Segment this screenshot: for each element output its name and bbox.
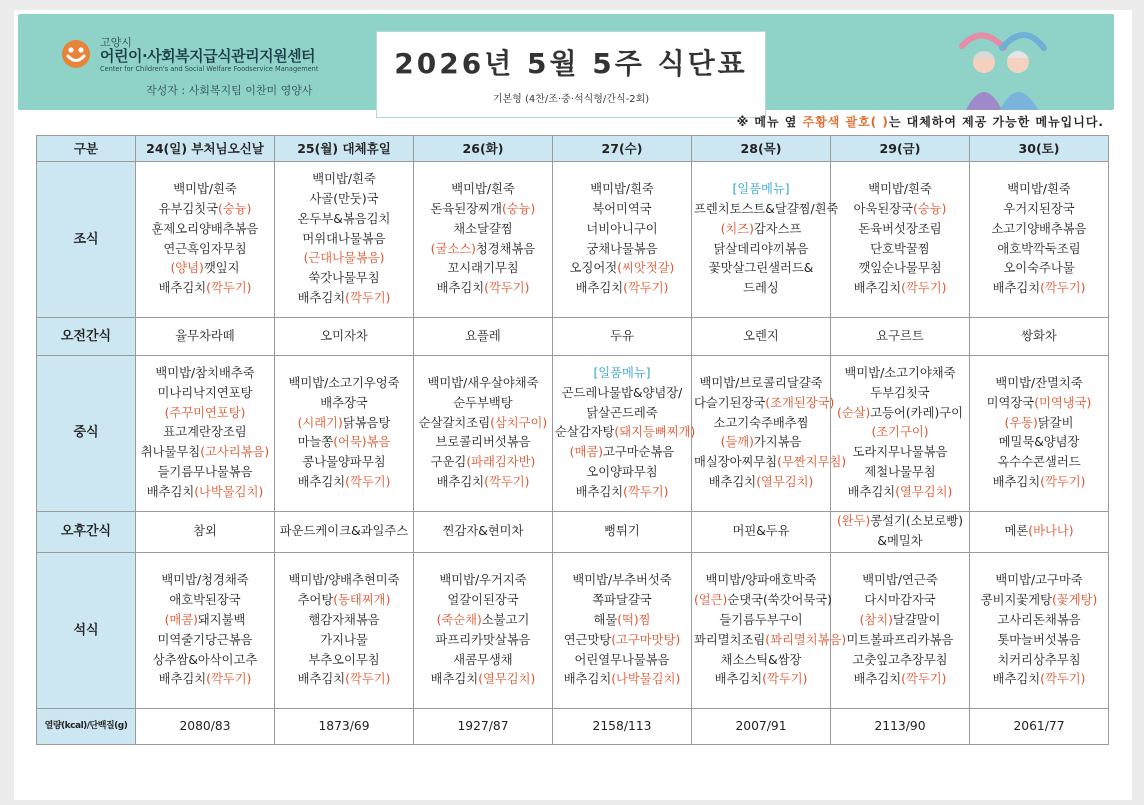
- menu-item: (들깨)가지볶음: [720, 435, 802, 450]
- substitute-label: (죽순채): [436, 612, 482, 627]
- org-name: 어린이·사회복지급식관리지원센터: [100, 47, 316, 65]
- menu-item: (얼큰)순댓국(쑥갓어묵국): [694, 593, 832, 608]
- notice-highlight: 주황색 괄호( ): [802, 115, 889, 129]
- header-band: [18, 14, 1114, 110]
- menu-item: 우거지된장국: [1003, 201, 1075, 216]
- menu-item: 프렌치토스트&달걀찜/흰죽: [694, 201, 839, 216]
- substitute-label: (깍두기): [1040, 474, 1086, 489]
- menu-item: 배추김치(깍두기): [992, 474, 1086, 489]
- menu-item: 배추김치(깍두기): [158, 281, 252, 296]
- menu-item: 드레싱: [743, 281, 779, 296]
- menu-item: 애호박깍둑조림: [997, 241, 1081, 256]
- row-label-pm-snack: 오후간식: [37, 511, 136, 552]
- snack-cell: [414, 511, 553, 552]
- menu-item: 돈육된장찌개(숭늉): [430, 201, 536, 216]
- elderly-couple-illustration-icon: [952, 26, 1052, 110]
- menu-item: 배추김치(깍두기): [992, 281, 1086, 296]
- menu-item: 오이숙주나물: [1003, 261, 1075, 276]
- substitute-label: (깍두기): [345, 474, 391, 489]
- menu-item: 어린열무나물볶음: [574, 652, 670, 667]
- menu-item: 백미밥/브로콜리달걀죽: [699, 375, 823, 390]
- kcal-cell: 2061/77: [970, 709, 1109, 745]
- menu-item: 추어탕(동태찌개): [297, 593, 391, 608]
- menu-item: 마늘쫑(어묵)볶음: [297, 435, 391, 450]
- menu-item: 백미밥/흰죽: [1007, 182, 1071, 197]
- substitute-label: (굴소스): [430, 241, 476, 256]
- substitute-label: (떡)찜: [617, 612, 651, 627]
- meal-cell: [692, 553, 847, 709]
- substitute-label: (깍두기): [345, 672, 391, 687]
- menu-item: 순살갈치조림(삼치구이): [418, 415, 548, 430]
- menu-item: 콩비지꽃게탕(꽃게탕): [980, 593, 1098, 608]
- substitute-label: (숭늉): [913, 201, 947, 216]
- title-box: [376, 31, 766, 118]
- snack-cell: [970, 511, 1109, 552]
- snack-cell: [831, 511, 970, 552]
- menu-item: 배추김치(깍두기): [297, 474, 391, 489]
- menu-item: (죽순채)소불고기: [436, 612, 530, 627]
- substitute-label: (무짠지무침): [777, 455, 847, 470]
- menu-item: 배추김치(깍두기): [714, 672, 808, 687]
- notice-prefix: ※ 메뉴 옆: [736, 115, 803, 129]
- menu-item: &메밀차: [877, 534, 923, 549]
- menu-item: 백미밥/흰죽: [173, 182, 237, 197]
- menu-item: [277, 249, 411, 269]
- table-row-am-snack: [37, 318, 1109, 356]
- menu-item: 북어미역국: [592, 201, 652, 216]
- substitute-label: (깍두기): [345, 291, 391, 306]
- meal-cell: [136, 553, 275, 709]
- snack-cell: 오렌지: [692, 318, 831, 356]
- menu-item: 연근맛탕(고구마맛탕): [563, 632, 681, 647]
- menu-item: 파운드케이크&과일주스: [279, 524, 409, 539]
- menu-item: 순두부백탕: [453, 395, 513, 410]
- menu-item: 배추김치(깍두기): [853, 672, 947, 687]
- menu-item: 옥수수콘샐러드: [997, 455, 1081, 470]
- meal-cell: [970, 553, 1109, 709]
- menu-item: 아욱된장국(숭늉): [853, 201, 947, 216]
- substitute-label: (꽈리멸치볶음): [765, 632, 847, 647]
- substitute-label: (깍두기): [901, 281, 947, 296]
- substitute-label: (파래김자반): [466, 455, 536, 470]
- menu-item: 닭살데리야끼볶음: [713, 241, 809, 256]
- snack-cell: [553, 511, 692, 552]
- menu-item: 배추김치(열무김치): [430, 672, 536, 687]
- substitute-label: (순살): [836, 405, 871, 420]
- menu-item: 배추김치(열무김치): [847, 484, 953, 499]
- meal-cell: [692, 355, 847, 511]
- menu-item: 가지나물: [320, 632, 368, 647]
- menu-item: 오이양파무침: [586, 465, 658, 479]
- menu-item: 미역장국(미역냉국): [986, 395, 1092, 410]
- snack-cell: [275, 511, 414, 552]
- menu-item: [833, 423, 967, 443]
- menu-item: 다시마감자국: [864, 593, 936, 608]
- substitute-label: (미역냉국): [1034, 395, 1092, 410]
- menu-item: 배추김치(깍두기): [158, 672, 252, 687]
- substitute-label: (동태찌개): [333, 593, 391, 608]
- row-label-am-snack: 오전간식: [37, 318, 136, 356]
- substitute-label: (참치): [859, 612, 893, 627]
- substitute-label: (나박물김치): [611, 672, 681, 687]
- substitute-label: (열무김치): [756, 474, 814, 489]
- special-menu-label: [일품메뉴]: [593, 366, 651, 381]
- menu-item: 브로콜리버섯볶음: [435, 435, 531, 450]
- menu-item: 온두부&볶음김치: [297, 211, 391, 226]
- snack-cell: 율무차라떼: [136, 318, 275, 356]
- menu-item: 배추김치(깍두기): [853, 281, 947, 296]
- menu-item: 참외: [193, 524, 217, 539]
- meal-cell: [275, 553, 414, 709]
- menu-item: (참치)달걀말이: [859, 612, 941, 627]
- menu-item: 닭살곤드레죽: [586, 405, 658, 420]
- snack-cell: 두유: [553, 318, 692, 356]
- menu-item: 꽈리멸치조림(꽈리멸치볶음): [694, 632, 847, 647]
- kcal-cell: 2080/83: [136, 709, 275, 745]
- menu-item: 구운김(파래김자반): [430, 455, 536, 470]
- menu-item: 오징어젓(씨앗젓갈): [569, 261, 675, 276]
- menu-item: 도라지무나물볶음: [852, 445, 948, 460]
- substitute-label: (완두): [836, 514, 871, 529]
- author-line: 작성자 : 사회복지팀 이찬미 영양사: [146, 84, 313, 97]
- snack-cell: 쌍화차: [970, 318, 1109, 356]
- table-row-breakfast: [37, 162, 1109, 318]
- meal-cell: [136, 162, 275, 318]
- menu-item: (매콤)고구마순볶음: [569, 445, 675, 460]
- menu-item: 단호박꿀찜: [870, 241, 930, 256]
- menu-item: 백미밥/잔멸치죽: [995, 375, 1083, 390]
- snack-cell: [692, 511, 831, 552]
- menu-item: 백미밥/부추버섯죽: [572, 573, 672, 588]
- menu-item: 소고기양배추볶음: [991, 221, 1087, 236]
- meal-cell: [553, 553, 692, 709]
- menu-item: 연근흑임자무침: [163, 241, 247, 256]
- column-header-day: 24(일) 부처님오신날: [136, 136, 275, 162]
- substitute-label: (들깨): [720, 435, 754, 450]
- menu-item: 배추김치(깍두기): [436, 281, 530, 296]
- row-label-kcal: 열량(kcal)/단백질(g): [37, 709, 136, 745]
- menu-item: 곤드레나물밥&양념장/: [561, 385, 683, 400]
- menu-table: [36, 135, 1109, 745]
- substitute-label: (깍두기): [206, 672, 252, 687]
- meal-cell: [831, 553, 970, 709]
- menu-item: 톳마늘버섯볶음: [997, 632, 1081, 647]
- snack-cell: 오미자차: [275, 318, 414, 356]
- menu-item: 백미밥/흰죽: [590, 182, 654, 197]
- menu-item: 상추쌈&아삭이고추: [152, 652, 258, 667]
- substitute-label: (돼지등뼈찌개): [614, 425, 696, 440]
- table-row-kcal: [37, 709, 1109, 745]
- menu-item: 순살감자탕(돼지등뼈찌개): [555, 425, 696, 440]
- meal-cell: [136, 355, 275, 511]
- menu-item: 들기름두부구이: [719, 612, 803, 627]
- menu-item: 애호박된장국: [169, 593, 241, 608]
- menu-item: 백미밥/연근죽: [862, 573, 938, 588]
- menu-item: 두부김칫국: [870, 385, 930, 400]
- meal-cell: [275, 355, 414, 511]
- row-label-dinner: 석식: [37, 553, 136, 709]
- substitution-notice: [737, 113, 1104, 130]
- substitute-label: (열무김치): [478, 672, 536, 687]
- row-label-lunch: 중식: [37, 355, 136, 511]
- menu-item: 백미밥/흰죽: [868, 182, 932, 197]
- substitute-label: (매콤): [569, 445, 604, 460]
- menu-item: [555, 364, 689, 384]
- menu-item: 다슬기된장국(조개된장국): [694, 395, 835, 410]
- menu-item: 배추김치(나박물김치): [146, 484, 264, 499]
- menu-item: 배추김치(깍두기): [575, 281, 669, 296]
- kcal-cell: 2113/90: [831, 709, 970, 745]
- menu-item: 해물(떡)찜: [593, 612, 651, 627]
- page-title: 2026년 5월 5주 식단표: [394, 47, 748, 80]
- menu-item: 쑥갓나물무침: [308, 271, 380, 286]
- menu-item: 고춧잎고추장무침: [852, 652, 948, 667]
- menu-item: 사골(만둣)국: [309, 192, 379, 207]
- menu-item: 백미밥/소고기우엉죽: [288, 375, 400, 390]
- menu-item: (양념)깻잎지: [170, 261, 240, 276]
- substitute-label: (숭늉): [218, 201, 252, 216]
- menu-item: 유부김칫국(숭늉): [158, 201, 252, 216]
- menu-item: 제철나물무침: [864, 465, 936, 479]
- substitute-label: (시래기): [297, 415, 343, 430]
- menu-item: 소고기숙주배추찜: [713, 415, 809, 430]
- snack-cell: 요플레: [414, 318, 553, 356]
- substitute-label: (깍두기): [484, 281, 530, 296]
- menu-item: 돈육버섯장조림: [858, 221, 942, 236]
- menu-item: 배추김치(깍두기): [575, 484, 669, 499]
- menu-item: 머위대나물볶음: [302, 231, 386, 246]
- substitute-label: (깍두기): [901, 672, 947, 687]
- substitute-label: (주꾸미연포탕): [164, 405, 246, 420]
- substitute-label: (우동): [1004, 415, 1038, 430]
- substitute-label: (조기구이): [871, 425, 929, 440]
- snack-cell: [136, 511, 275, 552]
- kcal-cell: 2158/113: [553, 709, 692, 745]
- org-city: 고양시: [100, 36, 132, 49]
- menu-item: 훈제오리양배추볶음: [151, 221, 259, 236]
- menu-item: 배추김치(깍두기): [992, 672, 1086, 687]
- substitute-label: (삼치구이): [490, 415, 548, 430]
- meal-cell: [275, 162, 414, 318]
- substitute-label: (깍두기): [1040, 672, 1086, 687]
- menu-item: 메밀묵&양념장: [998, 435, 1080, 450]
- menu-item: 치커리상추무침: [997, 652, 1081, 667]
- menu-item: 깻잎순나물무침: [858, 261, 942, 276]
- menu-item: 채소스틱&쌈장: [720, 652, 802, 667]
- menu-item: 메론(바나나): [1004, 524, 1074, 539]
- menu-item: 취나물무침(고사리볶음): [140, 445, 270, 460]
- substitute-label: (숭늉): [501, 201, 536, 216]
- substitute-label: (매콤): [164, 612, 198, 627]
- menu-item: 들기름무나물볶음: [157, 465, 253, 479]
- menu-item: 백미밥/새우살야채죽: [427, 375, 539, 390]
- substitute-label: (고구마맛탕): [611, 632, 681, 647]
- menu-item: 얼갈이된장국: [447, 593, 519, 608]
- menu-item: 고사리돈채볶음: [997, 612, 1081, 627]
- menu-item: 백미밥/흰죽: [451, 182, 515, 197]
- menu-item: (완두)콩설기(소보로빵): [836, 514, 964, 529]
- menu-item: 미나리낙지연포탕: [157, 385, 253, 400]
- substitute-label: (치즈): [720, 221, 754, 236]
- org-logo-icon: [60, 38, 92, 70]
- menu-item: 머핀&두유: [732, 524, 790, 539]
- menu-item: 백미밥/참치배추죽: [155, 366, 255, 381]
- menu-item: 배추장국: [320, 395, 368, 410]
- menu-item: (우동)닭갈비: [1004, 415, 1074, 430]
- menu-item: 궁채나물볶음: [586, 241, 658, 256]
- menu-item: 배추김치(깍두기): [436, 474, 530, 489]
- substitute-label: (깍두기): [206, 281, 252, 296]
- menu-item: 채소달걀찜: [453, 221, 513, 236]
- substitute-label: (고사리볶음): [200, 445, 270, 460]
- page-subtitle: 기본형 (4찬/조·중·석식형/간식-2회): [492, 94, 650, 105]
- menu-item: 꽃맛살그린샐러드&: [708, 261, 814, 276]
- substitute-label: (씨앗젓갈): [617, 261, 675, 276]
- substitute-label: (조개된장국): [765, 395, 835, 410]
- meal-cell: [414, 162, 553, 318]
- menu-item: [138, 404, 272, 424]
- column-header-day: 26(화): [414, 136, 553, 162]
- kcal-cell: 1927/87: [414, 709, 553, 745]
- menu-item: (치즈)감자스프: [720, 221, 802, 236]
- substitute-label: (깍두기): [1040, 281, 1086, 296]
- meal-cell: [414, 553, 553, 709]
- substitute-label: (깍두기): [762, 672, 808, 687]
- menu-item: (순살)고등어(카레)구이: [836, 405, 964, 420]
- menu-item: 파프리카맛살볶음: [435, 632, 531, 647]
- org-english-name: Center for Children's and Social Welfare Foodservice Management: [100, 65, 319, 73]
- kcal-cell: 1873/69: [275, 709, 414, 745]
- meal-cell: [970, 355, 1109, 511]
- menu-item: 백미밥/우거지죽: [439, 573, 527, 588]
- substitute-label: (양념): [170, 261, 204, 276]
- menu-item: 백미밥/양배추현미죽: [288, 573, 400, 588]
- menu-item: 콩나물양파무침: [302, 455, 386, 470]
- substitute-label: (어묵)볶음: [333, 435, 391, 450]
- snack-cell: 요구르트: [831, 318, 970, 356]
- menu-item: 배추김치(깍두기): [297, 291, 391, 306]
- table-row-pm-snack: [37, 511, 1109, 552]
- table-row-dinner: [37, 553, 1109, 709]
- org-block: [60, 34, 360, 97]
- menu-item: 미역줄기당근볶음: [157, 632, 253, 647]
- menu-item: 새콤무생채: [453, 652, 513, 667]
- menu-item: 백미밥/청경채죽: [161, 573, 249, 588]
- menu-item: 부추오이무침: [308, 652, 380, 667]
- column-header-day: 27(수): [553, 136, 692, 162]
- menu-item: 배추김치(열무김치): [708, 474, 814, 489]
- menu-item: 백미밥/양파애호박죽: [705, 573, 817, 588]
- menu-item: 쪽파달걀국: [592, 593, 652, 608]
- menu-item: 배추김치(나박물김치): [563, 672, 681, 687]
- notice-suffix: 는 대체하여 제공 가능한 메뉴입니다.: [888, 115, 1104, 129]
- special-menu-label: [일품메뉴]: [732, 182, 790, 197]
- column-header-day: 28(목): [692, 136, 831, 162]
- substitute-label: (바나나): [1028, 524, 1074, 539]
- row-label-breakfast: 조식: [37, 162, 136, 318]
- meal-cell: [414, 355, 553, 511]
- menu-item: 백미밥/소고기야채죽: [844, 366, 956, 381]
- menu-item: 배추김치(깍두기): [297, 672, 391, 687]
- column-header-day: 30(토): [970, 136, 1109, 162]
- menu-item: (매콤)돼지불백: [164, 612, 246, 627]
- menu-item: [694, 180, 828, 200]
- table-row-lunch: [37, 355, 1109, 511]
- meal-cell: [831, 355, 970, 511]
- menu-item: 뻥튀기: [604, 524, 640, 539]
- column-header-day: 29(금): [831, 136, 970, 162]
- table-header-row: [37, 136, 1109, 162]
- menu-item: 매실장아찌무침(무짠지무침): [694, 455, 847, 470]
- substitute-label: (얼큰): [694, 593, 728, 608]
- meal-cell: [553, 162, 692, 318]
- kcal-cell: 2007/91: [692, 709, 831, 745]
- menu-item: 찐감자&현미차: [442, 524, 524, 539]
- substitute-label: (깍두기): [623, 484, 669, 499]
- menu-item: 햄감자채볶음: [308, 612, 380, 627]
- substitute-label: (깍두기): [484, 474, 530, 489]
- menu-item: 백미밥/고구마죽: [995, 573, 1083, 588]
- meal-cell: [692, 162, 839, 318]
- menu-item: (굴소스)청경채볶음: [430, 241, 536, 256]
- menu-item: 표고계란장조림: [163, 425, 247, 440]
- menu-item: 백미밥/흰죽: [312, 172, 376, 187]
- menu-item: 미트볼파프리카볶음: [846, 632, 954, 647]
- substitute-label: (깍두기): [623, 281, 669, 296]
- column-header-day: 25(월) 대체휴일: [275, 136, 414, 162]
- menu-item: (시래기)닭볶음탕: [297, 415, 391, 430]
- menu-item: 너비아니구이: [586, 221, 658, 236]
- substitute-label: (근대나물볶음): [303, 251, 385, 266]
- substitute-label: (나박물김치): [194, 484, 264, 499]
- substitute-label: (꽃게탕): [1052, 593, 1098, 608]
- meal-cell: [553, 355, 696, 511]
- substitute-label: (열무김치): [895, 484, 953, 499]
- menu-item: 꼬시래기무침: [447, 261, 519, 276]
- meal-cell: [831, 162, 970, 318]
- column-header-category: 구분: [37, 136, 136, 162]
- meal-cell: [970, 162, 1109, 318]
